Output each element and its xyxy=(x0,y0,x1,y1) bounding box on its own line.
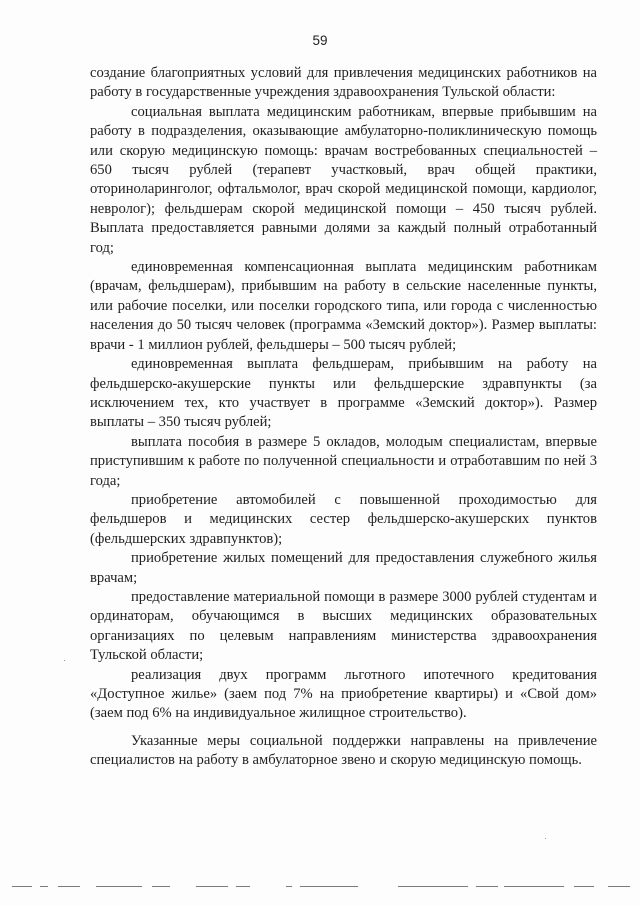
paragraph-social-payment: социальная выплата медицинским работникам, впервые прибывшим на работу в подразделения, оказывающие амбулаторно-поликлиническую помощь или скорую медицинскую помощь: врачам востребованных специальностей – 650 тысяч рублей (терапевт участковый, врач общей практики, оториноларинголог, офтальмолог, врач скорой медицинской помощи, кардиолог, невролог); фельдшерам скорой медицинской помощи – 450 тысяч рублей. Выплата предоставляется равными долями за каждый полный отработанный год; xyxy=(90,103,597,256)
paragraph-young-specialists: выплата пособия в размере 5 окладов, молодым специалистам, впервые приступившим к работе по полученной специальности и отработавшим по ней 3 года; xyxy=(90,433,597,489)
document-body xyxy=(90,64,597,771)
paragraph-conclusion: Указанные меры социальной поддержки направлены на привлечение специалистов на работу в амбулаторное звено и скорую медицинскую помощь. xyxy=(90,732,597,769)
paragraph-feldsher-payment: единовременная выплата фельдшерам, прибывшим на работу на фельдшерско-акушерские пункты или фельдшерские здравпункты (за исключением тех, кто участвует в программе «Земский доктор»). Размер выплаты – 350 тысяч рублей; xyxy=(90,356,597,431)
paragraph-zemsky-doctor: единовременная компенсационная выплата медицинским работникам (врачам, фельдшерам), прибывшим на работу в сельские населенные пункты, или рабочие поселки, или поселки городского типа, или города с численностью населения до 50 тысяч человек (программа «Земский доктор»). Размер выплаты: врачи - 1 миллион рублей, фельдшеры – 500 тысяч рублей; xyxy=(90,259,597,353)
paragraph-vehicles: приобретение автомобилей с повышенной проходимостью для фельдшеров и медицинских сестер фельдшерско-акушерских пунктов (фельдшерских здравпунктов); xyxy=(90,491,597,547)
paragraph-intro: создание благоприятных условий для привлечения медицинских работников на работу в государственные учреждения здравоохранения Тульской области: xyxy=(90,65,597,101)
paragraph-student-aid: предоставление материальной помощи в размере 3000 рублей студентам и ординаторам, обучающимся в высших медицинских образовательных организациях по целевым направлениям министерства здравоохранения Тульской области; xyxy=(90,588,597,664)
paragraph-housing: приобретение жилых помещений для предоставления служебного жилья врачам; xyxy=(90,550,597,586)
paragraph-mortgage: реализация двух программ льготного ипотечного кредитования «Доступное жилье» (заем под 7% на приобретение квартиры) и «Свой дом» (заем под 6% на индивидуальное жилищное строительство). xyxy=(90,666,597,722)
page-number: 59 xyxy=(312,33,328,48)
